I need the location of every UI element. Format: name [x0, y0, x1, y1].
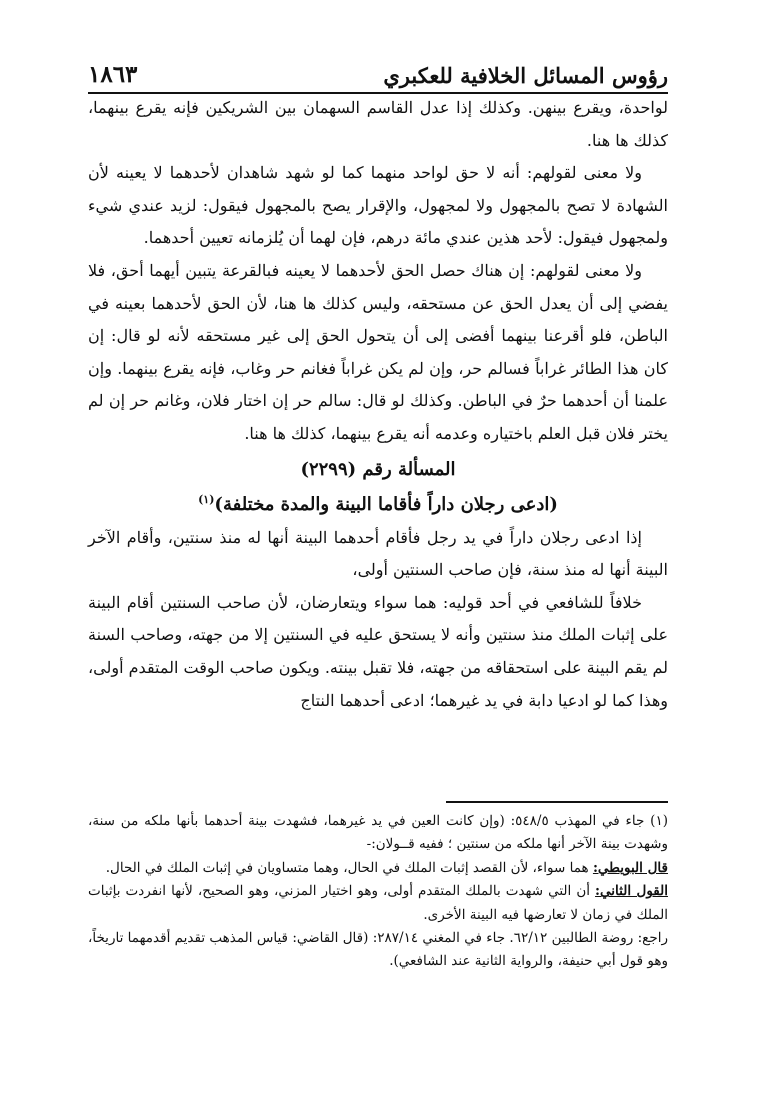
paragraph-1: لواحدة، ويقرع بينهن. وكذلك إذا عدل القاسم السهمان بين الشريكين فإنه يقرع بينهما، كذلك ها هنا. [88, 98, 668, 150]
paragraph-4: إذا ادعى رجلان داراً في يد رجل فأقام أحدهما البينة أنها له منذ سنتين، وأقام الآخر البينة أنها له منذ سنة، فإن صاحب السنتين أولى، [88, 527, 668, 580]
paragraph-5: خلافاً للشافعي في أحد قوليه: هما سواء ويتعارضان، لأن صاحب السنتين أقام البينة على إثبات الملك منذ سنتين وأنه لا يستحق عليه في السنتين إلا من جهته، وصاحب السنة لم يقم البينة على استحقاقه من جهته، فلا تقبل بينته. ويكون صاحب الوقت المتقدم أولى، وهذا كما لو ادعيا دابة في يد غيرهما؛ ادعى أحدهما النتاج [88, 592, 668, 710]
opinion-2-label: القول الثاني: [595, 883, 668, 900]
footnote-1-opinion-2 [88, 880, 668, 927]
footnotes [88, 810, 668, 974]
page-number: ١٨٦٣ [88, 61, 138, 88]
footnote-mark: (١) [198, 492, 215, 506]
main-text [88, 92, 668, 717]
running-title: رؤوس المسائل الخلافية للعكبري [383, 63, 668, 88]
issue-title-text: (ادعى رجلان داراً فأقاما البينة والمدة مختلفة) [214, 493, 558, 515]
issue-number: المسألة رقم (٢٢٩٩) [300, 458, 456, 480]
issue-title [88, 485, 668, 520]
opinion-2-text: أن التي شهدت بالملك المتقدم أولى، وهو اختيار المزني، وهو الصحيح، لأنها انفردت بإثبات الملك في زمان لا تعارضها فيه البينة الأخرى. [88, 883, 668, 923]
page-header [88, 50, 668, 94]
opinion-1-text: هما سواء، لأن القصد إثبات الملك في الحال، وهما متساويان في إثبات الملك في الحال. [105, 859, 589, 876]
footnote-1-opinion-1 [88, 857, 668, 880]
footnote-1-intro: (١) جاء في المهذب ٥٤٨/٥: (وإن كانت العين في يد غيرهما، فشهدت بينة أحدهما بأنها ملكه من سنة، وشهدت بينة الآخر أنها ملكه من سنتين ؛ ففيه قــولان:- [88, 813, 668, 853]
footnote-separator [446, 801, 668, 803]
paragraph-2: ولا معنى لقولهم: أنه لا حق لواحد منهما كما لو شهد شاهدان لأحدهما لا يعينه لأن الشهادة لا تصح بالمجهول ولا لمجهول، والإقرار يصح بالمجهول فيقول: لزيد عندي شيء ولمجهول فيقول: لأحد هذين عندي مائة درهم، فإن لهما أن يُلزمانه تعيين أحدهما. [88, 163, 668, 248]
paragraph-3: ولا معنى لقولهم: إن هناك حصل الحق لأحدهما لا يعينه فبالقرعة يتبين أيهما أحق، فلا يفضي إلى أن يعدل الحق عن مستحقه، وليس كذلك ها هنا، لأن الحق لأحدهما بعينه في الباطن، فلو أقرعنا بينهما أفضى إلى أن يتحول الحق إلى غير مستحقه لأنه لو قال: إن كان هذا الطائر غراباً فسالم حر، وإن لم يكن غراباً فغانم حر وغاب، فإنه يقرع بينهما. وإن علمنا أن أحدهما حرٌ في الباطن. وكذلك لو قال: سالم حر إن اختار فلان، وغانم حر إن لم يختر فلان قبل العلم باختياره وعدمه أنه يقرع بينهما، كذلك ها هنا. [88, 260, 668, 443]
opinion-1-label: قال البويطي: [592, 859, 668, 876]
footnote-1-reference: راجع: روضة الطالبين ٦٢/١٢. جاء في المغني ٢٨٧/١٤: (قال القاضي: قياس المذهب تقديم أقدمهما تاريخاً، وهو قول أبي حنيفة، والرواية الثانية عند الشافعي). [88, 930, 668, 970]
